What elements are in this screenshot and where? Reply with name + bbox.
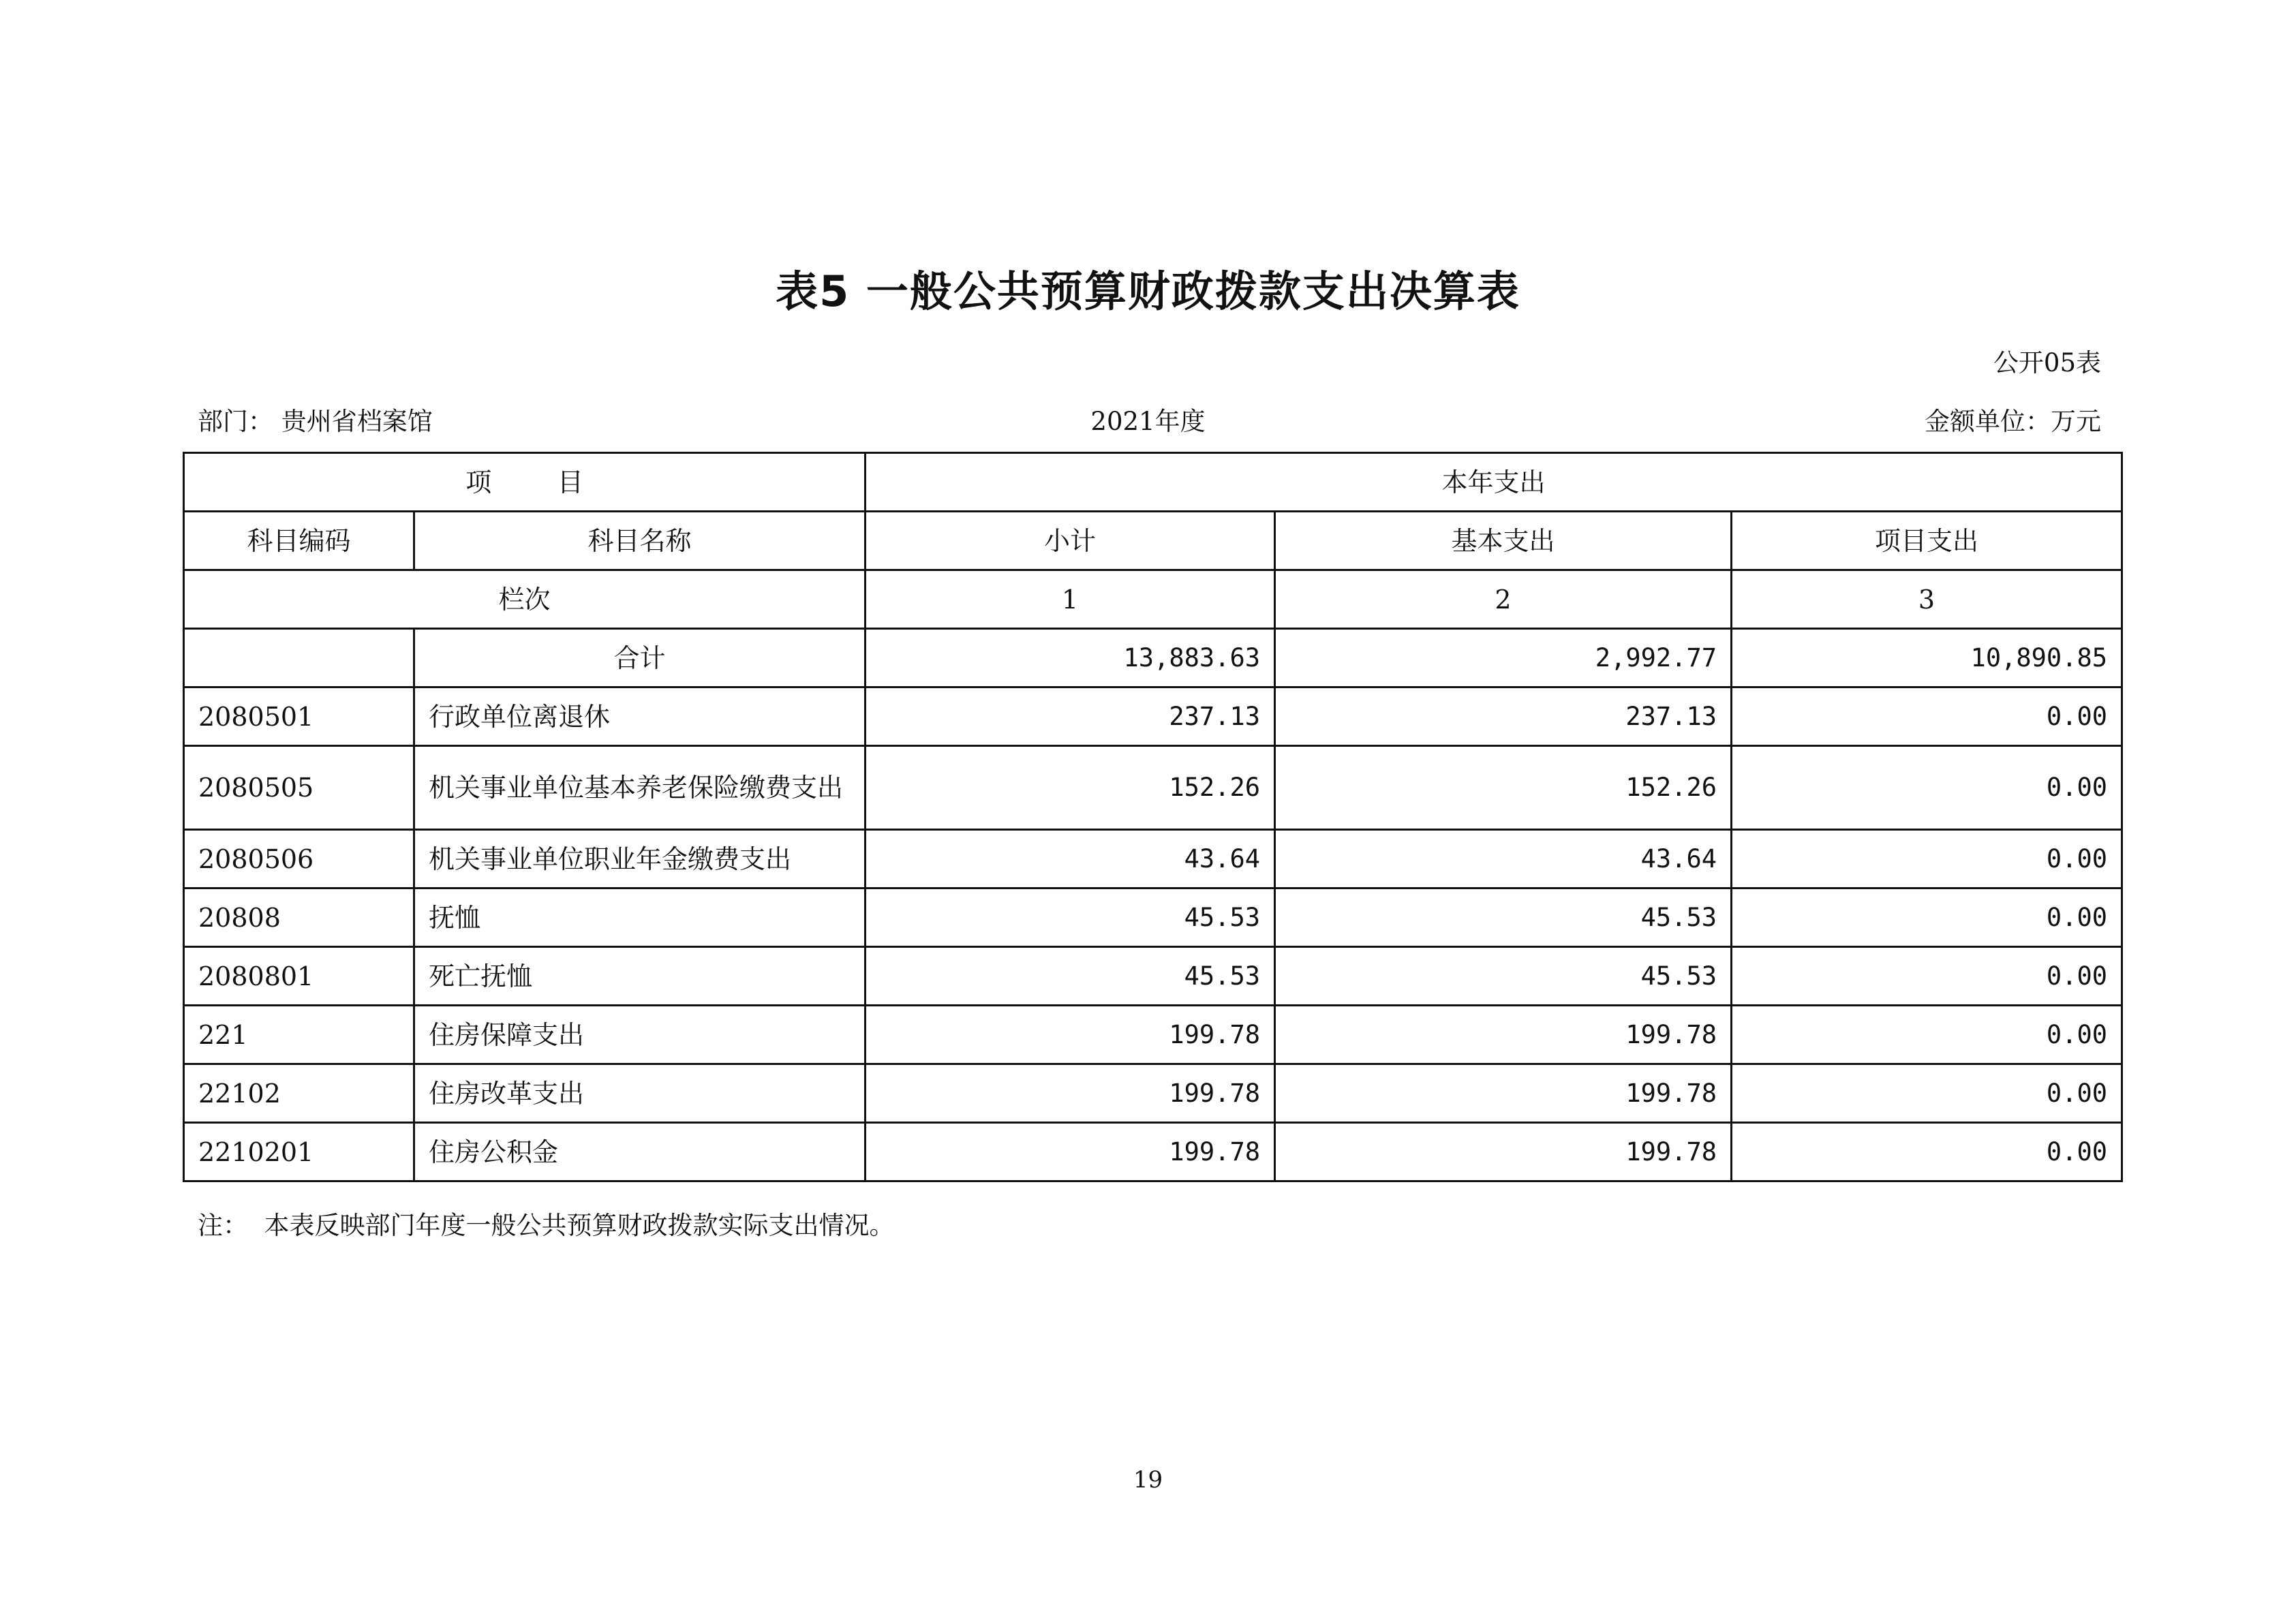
department-label: 部门： 贵州省档案馆 <box>198 407 433 436</box>
row-name: 行政单位离退休 <box>414 687 866 746</box>
row-basic: 199.78 <box>1275 1123 1732 1181</box>
table-row <box>184 947 2122 1006</box>
col-header-subtotal: 小计 <box>866 512 1275 570</box>
row-project: 0.00 <box>1732 1064 2122 1123</box>
table-row <box>184 1006 2122 1064</box>
col-header-name: 科目名称 <box>414 512 866 570</box>
index-row <box>184 570 2122 629</box>
row-code: 221 <box>184 1006 414 1064</box>
table-row <box>184 888 2122 947</box>
total-label: 合计 <box>414 629 866 687</box>
row-code: 2080501 <box>184 687 414 746</box>
total-basic: 2,992.77 <box>1275 629 1732 687</box>
row-project: 0.00 <box>1732 746 2122 830</box>
col-index-2: 2 <box>1275 570 1732 629</box>
row-code: 2080506 <box>184 830 414 888</box>
row-basic: 199.78 <box>1275 1006 1732 1064</box>
table-row <box>184 687 2122 746</box>
row-project: 0.00 <box>1732 1006 2122 1064</box>
col-index-1: 1 <box>866 570 1275 629</box>
total-project: 10,890.85 <box>1732 629 2122 687</box>
row-name: 住房改革支出 <box>414 1064 866 1123</box>
row-basic: 199.78 <box>1275 1064 1732 1123</box>
table-row <box>184 1123 2122 1181</box>
row-name: 死亡抚恤 <box>414 947 866 1006</box>
row-name: 机关事业单位基本养老保险缴费支出 <box>414 746 866 830</box>
col-header-project: 项目支出 <box>1732 512 2122 570</box>
row-subtotal: 199.78 <box>866 1123 1275 1181</box>
row-name: 住房保障支出 <box>414 1006 866 1064</box>
row-index-label: 栏次 <box>184 570 866 629</box>
row-subtotal: 45.53 <box>866 888 1275 947</box>
row-code: 2080505 <box>184 746 414 830</box>
row-basic: 237.13 <box>1275 687 1732 746</box>
row-name: 抚恤 <box>414 888 866 947</box>
row-project: 0.00 <box>1732 947 2122 1006</box>
header-item: 项 目 <box>184 453 866 512</box>
expenditure-table <box>183 452 2123 1182</box>
row-name: 机关事业单位职业年金缴费支出 <box>414 830 866 888</box>
row-code: 22102 <box>184 1064 414 1123</box>
row-project: 0.00 <box>1732 888 2122 947</box>
row-subtotal: 152.26 <box>866 746 1275 830</box>
table-row <box>184 746 2122 830</box>
row-subtotal: 237.13 <box>866 687 1275 746</box>
col-header-code: 科目编码 <box>184 512 414 570</box>
row-code: 20808 <box>184 888 414 947</box>
row-project: 0.00 <box>1732 687 2122 746</box>
form-code: 公开05表 <box>1993 348 2101 377</box>
row-subtotal: 199.78 <box>866 1064 1275 1123</box>
row-name: 住房公积金 <box>414 1123 866 1181</box>
row-basic: 43.64 <box>1275 830 1732 888</box>
row-basic: 45.53 <box>1275 947 1732 1006</box>
header-current-year: 本年支出 <box>866 453 2122 512</box>
col-index-3: 3 <box>1732 570 2122 629</box>
row-project: 0.00 <box>1732 830 2122 888</box>
row-subtotal: 43.64 <box>866 830 1275 888</box>
row-basic: 152.26 <box>1275 746 1732 830</box>
total-row <box>184 629 2122 687</box>
page-title: 表5 一般公共预算财政拨款支出决算表 <box>776 266 1520 316</box>
table-row <box>184 1064 2122 1123</box>
row-project: 0.00 <box>1732 1123 2122 1181</box>
row-code: 2210201 <box>184 1123 414 1181</box>
total-code <box>184 629 414 687</box>
row-code: 2080801 <box>184 947 414 1006</box>
row-basic: 45.53 <box>1275 888 1732 947</box>
col-header-basic: 基本支出 <box>1275 512 1732 570</box>
header-row-1 <box>184 453 2122 512</box>
row-subtotal: 45.53 <box>866 947 1275 1006</box>
total-subtotal: 13,883.63 <box>866 629 1275 687</box>
page-number: 19 <box>1133 1466 1163 1494</box>
table-note: 注： 本表反映部门年度一般公共预算财政拨款实际支出情况。 <box>198 1211 895 1240</box>
amount-unit: 金额单位：万元 <box>1925 407 2101 436</box>
header-row-2 <box>184 512 2122 570</box>
fiscal-year: 2021年度 <box>1090 407 1206 436</box>
row-subtotal: 199.78 <box>866 1006 1275 1064</box>
table-row <box>184 830 2122 888</box>
